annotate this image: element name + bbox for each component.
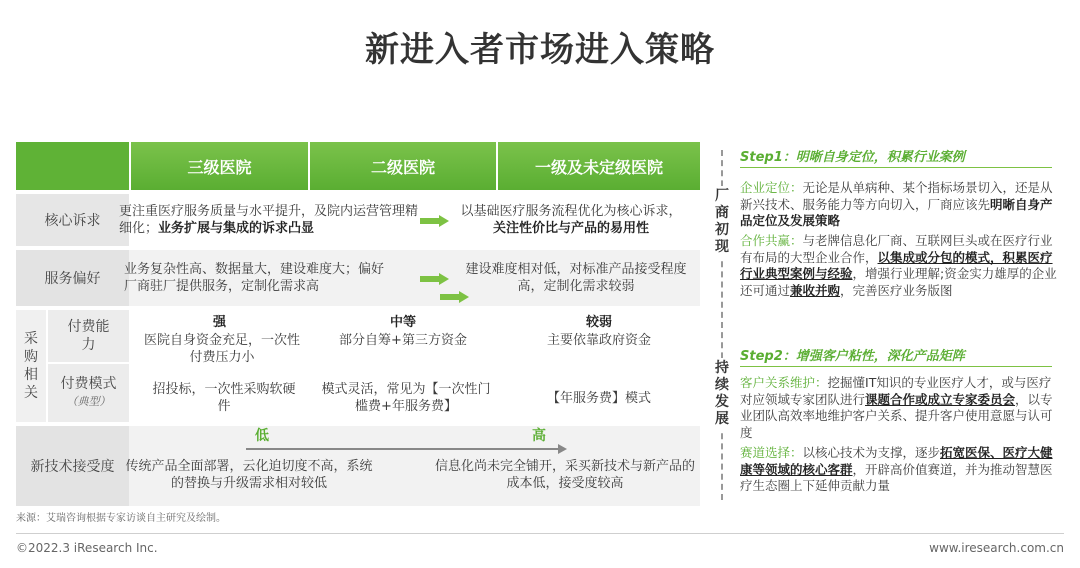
arrow-right-icon xyxy=(420,273,450,285)
tech-scale-arrow-icon xyxy=(558,444,567,454)
row-label-service-preference: 服务偏好 xyxy=(16,250,129,306)
tech-low-label: 低 xyxy=(255,428,269,444)
service-pref-left: 业务复杂性高、数据量大，建设难度大；偏好厂商驻厂提供服务，定制化需求高 xyxy=(124,262,385,294)
ability-tertiary: 医院自身资金充足，一次性付费压力小 xyxy=(143,333,300,365)
step2-paragraph-relationship: 客户关系维护：挖掘懂IT知识的专业医疗人才，或与医疗对应领域专家团队进行课题合作或成立专家委员会，以专业团队高效率地维护客户关系、提升客户使用意愿与认可度 xyxy=(740,375,1053,440)
step1-title: Step1：明晰自身定位，积累行业案例 xyxy=(740,150,965,165)
row-label-payment-mode: 付费模式 （典型） xyxy=(48,364,129,422)
step1-rule xyxy=(740,167,1052,168)
timeline-label-growth: 持续发展 xyxy=(712,358,732,430)
step1-paragraph-cooperation: 合作共赢：与老牌信息化厂商、互联网巨头或在医疗行业有布局的大型企业合作，以集成或分包的模式，积累医疗行业典型案例与经验，增强行业理解;资金实力雄厚的企业还可通过兼收并购，完善医疗业务版图 xyxy=(740,233,1057,298)
tech-scale-line xyxy=(246,448,560,450)
ability-level-weak: 较弱 xyxy=(585,315,612,330)
mode-tertiary: 招投标，一次性采购软硬件 xyxy=(152,382,296,414)
timeline-label-early: 厂商初现 xyxy=(712,186,732,258)
column-header-primary: 一级及未定级医院 xyxy=(498,142,700,190)
ability-level-strong: 强 xyxy=(212,315,226,330)
step1-paragraph-positioning: 企业定位：无论是从单病种、某个指标场景切入，还是从新兴技术、服务能力等方向切入，厂商应该先明晰自身产品定位及发展策略 xyxy=(740,180,1053,228)
step2-paragraph-track: 赛道选择：以核心技术为支撑，逐步拓宽医保、医疗大健康等领域的核心客群，开辟高价值赛道，并为推动智慧医疗生态圈上下延伸贡献力量 xyxy=(740,445,1053,493)
column-header-secondary: 二级医院 xyxy=(310,142,496,190)
row-label-payment-ability: 付费能力 xyxy=(48,310,129,362)
mode-secondary: 模式灵活，常见为【一次性门槛费+年服务费】 xyxy=(321,382,491,414)
row-label-procurement: 采购相关 xyxy=(16,310,46,422)
source-note: 来源：艾瑞咨询根据专家访谈自主研究及绘制。 xyxy=(16,513,226,524)
page-title: 新进入者市场进入策略 xyxy=(365,30,715,70)
column-header-tertiary: 三级医院 xyxy=(131,142,308,190)
core-demand-right: 以基础医疗服务流程优化为核心诉求， 关注性价比与产品的易用性 xyxy=(460,204,682,236)
ability-primary: 主要依靠政府资金 xyxy=(546,333,651,348)
mode-primary: 【年服务费】模式 xyxy=(546,391,651,406)
service-pref-right: 建设难度相对低，对标准产品接受程度高，定制化需求较弱 xyxy=(465,262,687,294)
row-label-new-tech: 新技术接受度 xyxy=(16,426,129,506)
row-label-core-demand: 核心诉求 xyxy=(16,194,129,246)
ability-secondary: 部分自筹+第三方资金 xyxy=(339,333,467,348)
step2-rule xyxy=(740,366,1052,367)
ability-level-medium: 中等 xyxy=(389,315,416,330)
core-demand-left: 更注重医疗服务质量与水平提升，及院内运营管理精细化；业务扩展与集成的诉求凸显 xyxy=(119,204,419,236)
step2-title: Step2：增强客户粘性，深化产品矩阵 xyxy=(740,349,965,364)
website-link[interactable]: www.iresearch.com.cn xyxy=(929,541,1064,555)
new-tech-right: 信息化尚未完全铺开，采买新技术与新产品的成本低，接受度较高 xyxy=(434,459,695,491)
new-tech-left: 传统产品全面部署，云化迫切度不高，系统的替换与升级需求相对较低 xyxy=(125,459,373,491)
footer-divider xyxy=(16,533,1064,534)
strategy-table xyxy=(16,142,700,506)
copyright: ©2022.3 iResearch Inc. xyxy=(16,541,158,555)
table-header-corner xyxy=(16,142,129,190)
tech-high-label: 高 xyxy=(532,428,546,444)
